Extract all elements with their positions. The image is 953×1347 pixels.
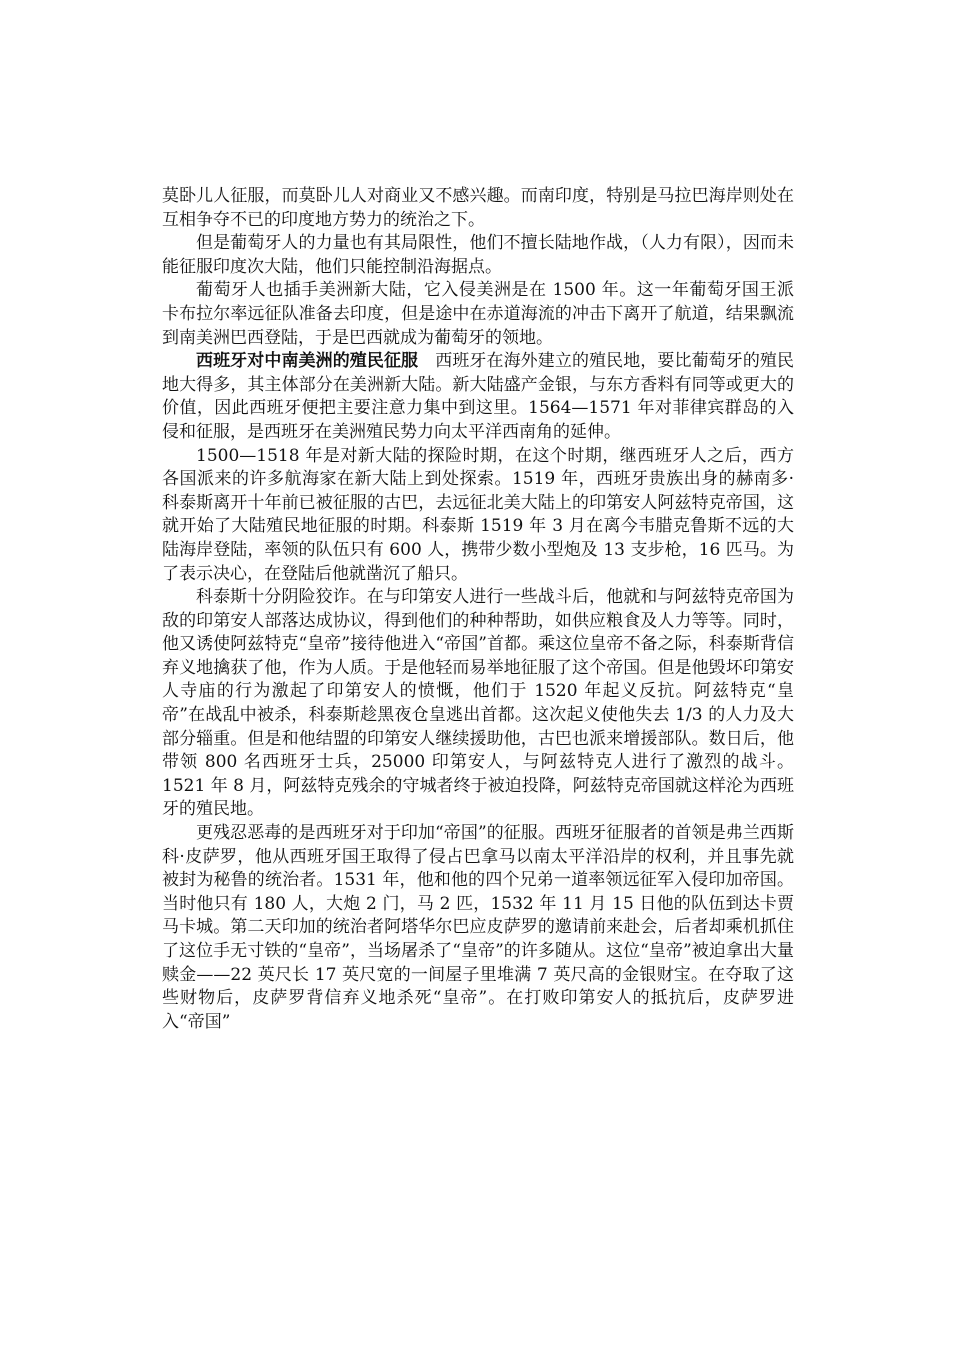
paragraph: 更残忍恶毒的是西班牙对于印加“帝国”的征服。西班牙征服者的首领是弗兰西斯科·皮萨罗，他从西班牙国王取得了侵占巴拿马以南太平洋沿岸的权利，并且事先就被封为秘鲁的统治者。1531 年，他和他的四个兄弟一道率领远征军入侵印加帝国。当时他只有 180 人，大炮 2 门，马 2 匹，1532 年 11 月 15 日他的队伍到达卡贾马卡城。第二天印加的统治者阿塔华尔巴应皮萨罗的邀请前来赴会，后者却乘机抓住了这位手无寸铁的“皇帝”，当场屠杀了“皇帝”的许多随从。这位“皇帝”被迫拿出大量赎金——22 英尺长 17 英尺宽的一间屋子里堆满 7 英尺高的金银财宝。在夺取了这些财物后，皮萨罗背信弃义地杀死“皇帝”。在打败印第安人的抵抗后，皮萨罗进入“帝国”: [162, 823, 794, 1032]
paragraph: [162, 350, 794, 444]
paragraph: 葡萄牙人也插手美洲新大陆，它入侵美洲是在 1500 年。这一年葡萄牙国王派卡布拉尔率远征队准备去印度，但是途中在赤道海流的冲击下离开了航道，结果飘流到南美洲巴西登陆，于是巴西就成为葡萄牙的领地。: [162, 280, 794, 348]
paragraph: 莫卧儿人征服，而莫卧儿人对商业又不感兴趣。而南印度，特别是马拉巴海岸则处在互相争夺不已的印度地方势力的统治之下。: [162, 186, 794, 230]
paragraph-text: 西班牙在海外建立的殖民地，要比葡萄牙的殖民地大得多，其主体部分在美洲新大陆。新大陆盛产金银，与东方香料有同等或更大的价值，因此西班牙便把主要注意力集中到这里。1564—1571 年对菲律宾群岛的入侵和征服，是西班牙在美洲殖民势力向太平洋西南角的延伸。: [162, 351, 795, 442]
paragraph: 科泰斯十分阴险狡诈。在与印第安人进行一些战斗后，他就和与阿兹特克帝国为敌的印第安人部落达成协议，得到他们的种种帮助，如供应粮食及人力等等。同时，他又诱使阿兹特克“皇帝”接待他进入“帝国”首都。乘这位皇帝不备之际，科泰斯背信弃义地擒获了他，作为人质。于是他轻而易举地征服了这个帝国。但是他毁坏印第安人寺庙的行为激起了印第安人的愤慨，他们于 1520 年起义反抗。阿兹特克“皇帝”在战乱中被杀，科泰斯趁黑夜仓皇逃出首都。这次起义使他失去 1/3 的人力及大部分辎重。但是和他结盟的印第安人继续援助他，古巴也派来增援部队。数日后，他带领 800 名西班牙士兵，25000 印第安人，与阿兹特克人进行了激烈的战斗。1521 年 8 月，阿兹特克残余的守城者终于被迫投降，阿兹特克帝国就这样沦为西班牙的殖民地。: [162, 587, 794, 820]
paragraph: 1500—1518 年是对新大陆的探险时期，在这个时期，继西班牙人之后，西方各国派来的许多航海家在新大陆上到处探索。1519 年，西班牙贵族出身的赫南多·科泰斯离开十年前已被征服的古巴，去远征北美大陆上的印第安人阿兹特克帝国，这就开始了大陆殖民地征服的时期。科泰斯 1519 年 3 月在离今韦腊克鲁斯不远的大陆海岸登陆，率领的队伍只有 600 人，携带少数小型炮及 13 支步枪，16 匹马。为了表示决心，在登陆后他就凿沉了船只。: [162, 445, 794, 584]
body-text: [162, 185, 794, 1034]
section-heading: 西班牙对中南美洲的殖民征服: [196, 351, 419, 372]
paragraph: 但是葡萄牙人的力量也有其局限性，他们不擅长陆地作战，（人力有限），因而未能征服印度次大陆，他们只能控制沿海据点。: [162, 233, 794, 277]
